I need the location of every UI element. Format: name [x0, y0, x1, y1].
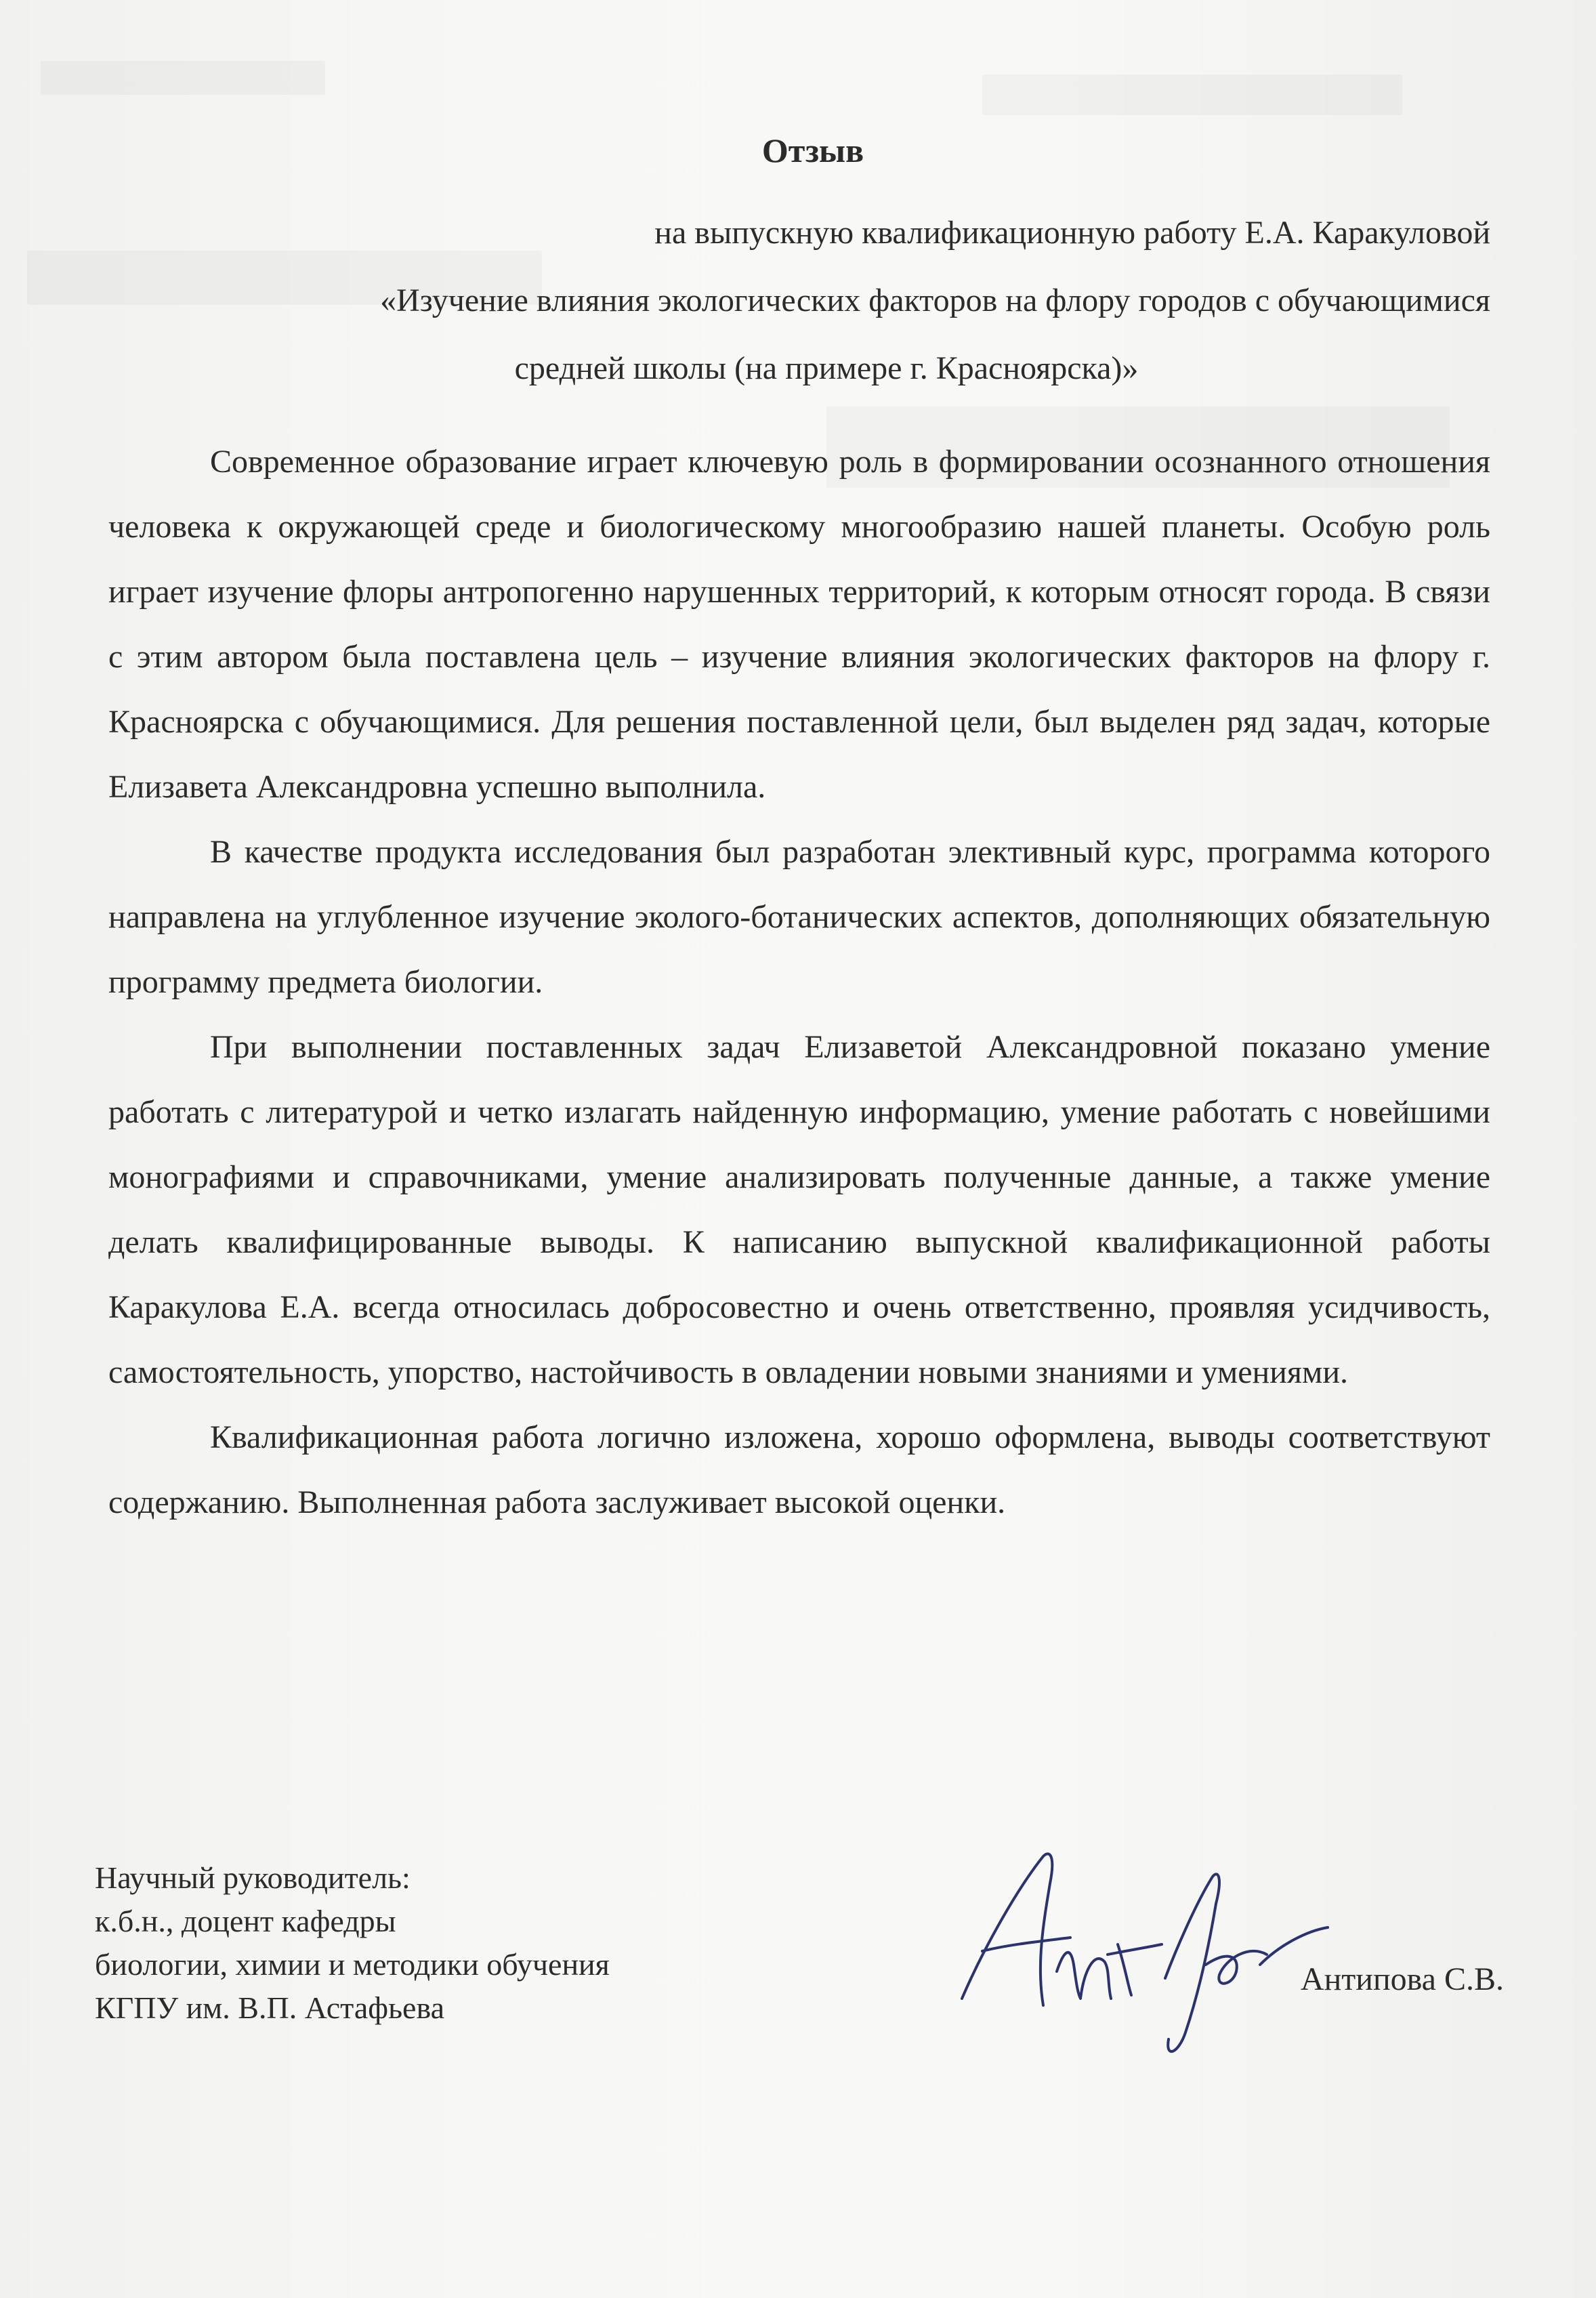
bleed-through-mark — [41, 61, 325, 95]
supervisor-university: КГПУ им. В.П. Астафьева — [95, 1990, 444, 2025]
subject-line-2: «Изучение влияния экологических факторов на флору городов с обучающимися — [380, 283, 1490, 318]
handwritten-signature — [942, 1809, 1362, 2066]
supervisor-credentials — [95, 1856, 610, 2030]
supervisor-role: Научный руководитель: — [95, 1860, 411, 1895]
subject-line-3: средней школы (на примере г. Красноярска)» — [514, 350, 1139, 386]
paragraph: Современное образование играет ключевую роль в формировании осознанного отношения человека к окружающей среде и биологическому многообразию нашей планеты. Особую роль играет изучение флоры антропогенно нарушенных территорий, к которым относят города. В связи с этим автором была поставлена цель – изучение влияния экологических факторов на флору г. Красноярска с обучающимися. Для решения поставленной цели, был выделен ряд задач, которые Елизавета Александровна успешно выполнила. — [108, 444, 1490, 805]
paragraph: При выполнении поставленных задач Елизаветой Александровной показано умение работать с литературой и четко излагать найденную информацию, умение работать с новейшими монографиями и справочниками, умение анализировать полученные данные, а также умение делать квалифицированные выводы. К написанию выпускной квалификационной работы Каракулова Е.А. всегда относилась добросовестно и очень ответственно, проявляя усидчивость, самостоятельность, упорство, настойчивость в овладении новыми знаниями и умениями. — [108, 1029, 1490, 1390]
document-body — [108, 129, 1490, 1535]
document-title: Отзыв — [761, 131, 864, 169]
document-subject — [108, 199, 1490, 402]
review-text — [108, 430, 1490, 1535]
subject-line-1: на выпускную квалификационную работу Е.А. Каракуловой — [654, 215, 1490, 251]
signer-name: Антипова С.В. — [1300, 1961, 1504, 1997]
supervisor-degree: к.б.н., доцент кафедры — [95, 1904, 396, 1938]
signature-block — [95, 1856, 1504, 2073]
paragraph: В качестве продукта исследования был разработан элективный курс, программа которого направлена на углубленное изучение эколого-ботанических аспектов, дополняющих обязательную программу предмета биологии. — [108, 834, 1490, 1000]
bleed-through-mark — [982, 75, 1402, 115]
paragraph: Квалификационная работа логично изложена, хорошо оформлена, выводы соответствуют содержанию. Выполненная работа заслуживает высокой оценки. — [108, 1419, 1490, 1520]
supervisor-department: биологии, химии и методики обучения — [95, 1947, 610, 1982]
